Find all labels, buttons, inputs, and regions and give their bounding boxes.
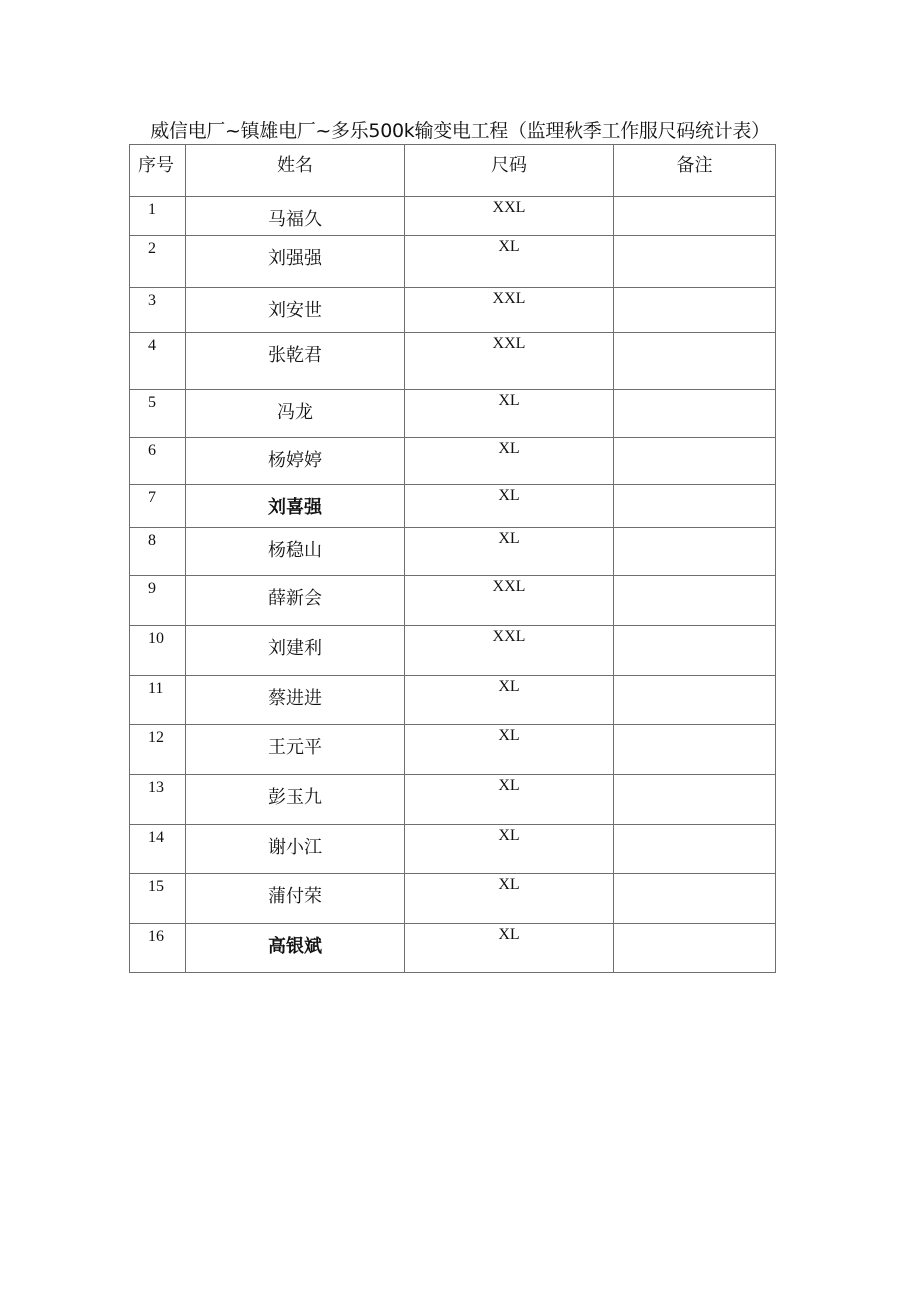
row-note: [614, 333, 776, 390]
row-seq: 7: [130, 485, 186, 528]
row-note: [614, 485, 776, 528]
row-size: XL: [405, 236, 614, 288]
row-size: XL: [405, 676, 614, 725]
header-name: 姓名: [186, 145, 405, 197]
row-note: [614, 825, 776, 874]
row-size: XL: [405, 528, 614, 576]
row-size: XL: [405, 825, 614, 874]
row-name: 谢小江: [186, 825, 405, 874]
row-name: 冯龙: [186, 390, 405, 438]
row-note: [614, 576, 776, 626]
row-seq: 12: [130, 725, 186, 775]
row-size: XXL: [405, 288, 614, 333]
table-row: [130, 288, 776, 333]
table-row: [130, 924, 776, 973]
row-seq: 9: [130, 576, 186, 626]
header-size: 尺码: [405, 145, 614, 197]
row-name: 刘强强: [186, 236, 405, 288]
header-seq: 序号: [130, 145, 186, 197]
row-size: XL: [405, 485, 614, 528]
row-seq: 15: [130, 874, 186, 924]
row-seq: 8: [130, 528, 186, 576]
row-name: 杨稳山: [186, 528, 405, 576]
row-name: 王元平: [186, 725, 405, 775]
row-name: 薛新会: [186, 576, 405, 626]
row-size: XL: [405, 924, 614, 973]
row-size: XXL: [405, 197, 614, 236]
table-row: [130, 528, 776, 576]
row-seq: 3: [130, 288, 186, 333]
row-note: [614, 236, 776, 288]
table-row: [130, 197, 776, 236]
row-name: 彭玉九: [186, 775, 405, 825]
row-name: 张乾君: [186, 333, 405, 390]
table-row: [130, 333, 776, 390]
row-note: [614, 390, 776, 438]
row-note: [614, 197, 776, 236]
row-seq: 1: [130, 197, 186, 236]
table-row: [130, 626, 776, 676]
row-seq: 10: [130, 626, 186, 676]
row-seq: 14: [130, 825, 186, 874]
table-row: [130, 676, 776, 725]
row-name: 马福久: [186, 197, 405, 236]
row-note: [614, 874, 776, 924]
document-title: 威信电厂~镇雄电厂~多乐500k输变电工程（监理秋季工作服尺码统计表）: [150, 120, 770, 142]
row-seq: 5: [130, 390, 186, 438]
row-size: XL: [405, 390, 614, 438]
header-note: 备注: [614, 145, 776, 197]
row-note: [614, 288, 776, 333]
row-seq: 11: [130, 676, 186, 725]
row-size: XXL: [405, 576, 614, 626]
row-seq: 4: [130, 333, 186, 390]
table-row: [130, 775, 776, 825]
row-size: XL: [405, 725, 614, 775]
row-size: XL: [405, 775, 614, 825]
row-name: 刘建利: [186, 626, 405, 676]
row-name: 蔡进进: [186, 676, 405, 725]
table-row: [130, 874, 776, 924]
row-seq: 16: [130, 924, 186, 973]
row-note: [614, 725, 776, 775]
row-note: [614, 924, 776, 973]
table-row: [130, 485, 776, 528]
row-size: XL: [405, 438, 614, 485]
row-name: 刘安世: [186, 288, 405, 333]
row-name: 蒲付荣: [186, 874, 405, 924]
row-note: [614, 528, 776, 576]
row-name: 杨婷婷: [186, 438, 405, 485]
row-seq: 6: [130, 438, 186, 485]
header-row: [130, 145, 776, 197]
table-body: [130, 197, 776, 973]
size-table: [129, 144, 776, 973]
row-note: [614, 438, 776, 485]
row-note: [614, 775, 776, 825]
table-row: [130, 390, 776, 438]
row-name: 刘喜强: [186, 485, 405, 528]
table-row: [130, 725, 776, 775]
table-row: [130, 438, 776, 485]
table-row: [130, 825, 776, 874]
row-size: XXL: [405, 626, 614, 676]
row-name: 高银斌: [186, 924, 405, 973]
table-row: [130, 236, 776, 288]
row-note: [614, 626, 776, 676]
row-note: [614, 676, 776, 725]
row-seq: 13: [130, 775, 186, 825]
row-seq: 2: [130, 236, 186, 288]
table-row: [130, 576, 776, 626]
row-size: XL: [405, 874, 614, 924]
row-size: XXL: [405, 333, 614, 390]
